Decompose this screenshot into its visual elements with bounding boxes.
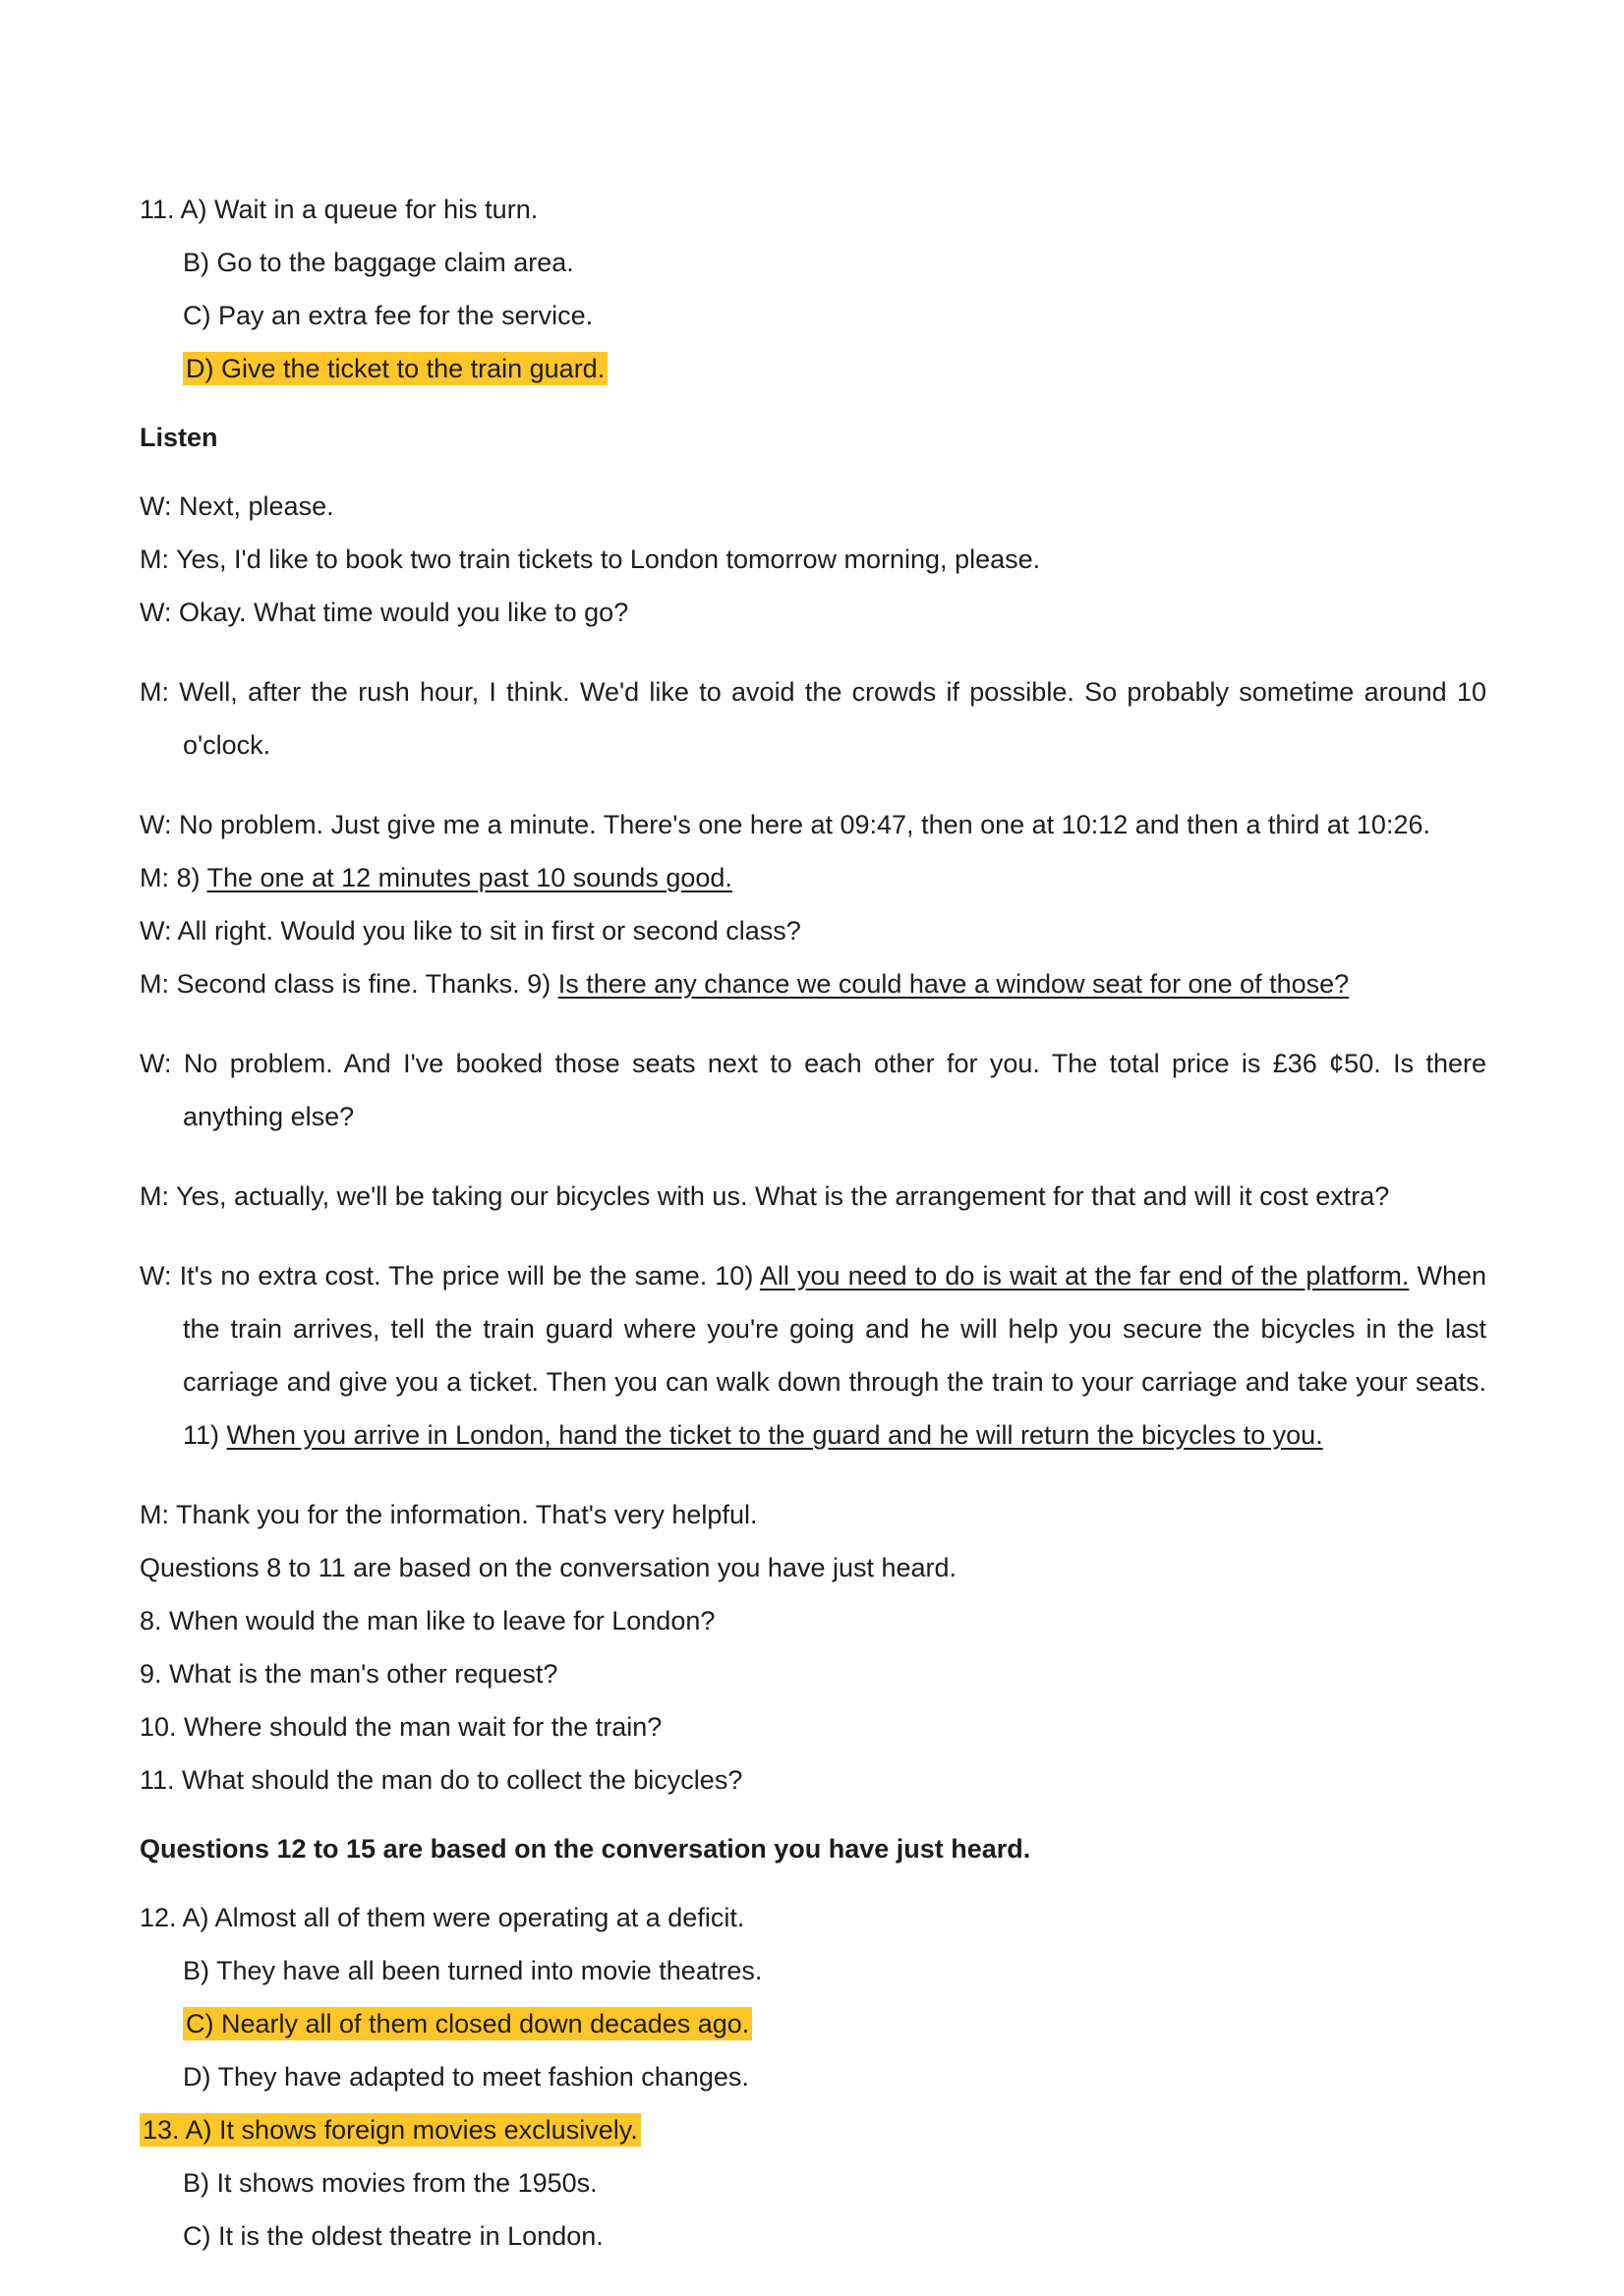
q13-option-a-highlight: 13. A) It shows foreign movies exclusively.: [140, 2113, 641, 2147]
dialogue-line-11-middle: When the train arrives, tell the train guard where you're going and he will help you secure the bicycles in the last carriage and give you a ticket. Then you can walk down through the train to your carriage and take your seats. 11): [183, 1261, 1486, 1450]
q13-option-c: C) It is the oldest theatre in London.: [183, 2221, 604, 2251]
section-12-15-heading: Questions 12 to 15 are based on the conversation you have just heard.: [140, 1834, 1031, 1864]
dialogue-line-9: W: No problem. And I've booked those seats next to each other for you. The total price is £36 ¢50. Is there anything else?: [140, 1049, 1486, 1131]
answer-9-underline: Is there any chance we could have a window seat for one of those?: [557, 969, 1350, 999]
dialogue-line-11-prefix: W: It's no extra cost. The price will be the same. 10): [140, 1261, 760, 1291]
question-10: 10. Where should the man wait for the train?: [140, 1712, 663, 1742]
document-page: [140, 183, 1486, 2263]
listen-heading: Listen: [140, 423, 218, 452]
q11-option-d: [140, 342, 1486, 395]
q12-option-c-highlight: C) Nearly all of them closed down decades ago.: [183, 2007, 752, 2040]
question-8: 8. When would the man like to leave for London?: [140, 1606, 716, 1636]
q12-option-d: D) They have adapted to meet fashion changes.: [183, 2062, 749, 2092]
q12-option-a: 12. A) Almost all of them were operating at a deficit.: [140, 1903, 745, 1932]
question-9: 9. What is the man's other request?: [140, 1659, 558, 1689]
dialogue-line-4: M: Well, after the rush hour, I think. We'd like to avoid the crowds if possible. So probably sometime around 10 o'clock.: [140, 677, 1486, 760]
dialogue-line-1: W: Next, please.: [140, 491, 334, 521]
dialogue-line-5: W: No problem. Just give me a minute. There's one here at 09:47, then one at 10:12 and then a third at 10:26.: [140, 810, 1430, 839]
q13-option-b: B) It shows movies from the 1950s.: [183, 2168, 598, 2198]
answer-8-underline: The one at 12 minutes past 10 sounds good.: [206, 863, 732, 892]
q11-option-a: 11. A) Wait in a queue for his turn.: [140, 195, 539, 224]
dialogue-line-10: M: Yes, actually, we'll be taking our bicycles with us. What is the arrangement for that and will it cost extra?: [140, 1181, 1390, 1211]
q13-option-a: [140, 2103, 1486, 2156]
q11-option-d-highlight: D) Give the ticket to the train guard.: [183, 352, 608, 385]
dialogue-line-12: M: Thank you for the information. That's very helpful.: [140, 1500, 758, 1529]
q12-option-c: [140, 1997, 1486, 2050]
dialogue-line-7: W: All right. Would you like to sit in first or second class?: [140, 916, 801, 946]
dialogue-line-2: M: Yes, I'd like to book two train tickets to London tomorrow morning, please.: [140, 545, 1041, 574]
q11-option-b: B) Go to the baggage claim area.: [183, 248, 574, 277]
dialogue-line-11: [140, 1249, 1486, 1462]
answer-11-underline: When you arrive in London, hand the ticket to the guard and he will return the bicycles to you.: [226, 1420, 1323, 1450]
questions-8-11-intro: Questions 8 to 11 are based on the conversation you have just heard.: [140, 1553, 957, 1582]
question-11: 11. What should the man do to collect the bicycles?: [140, 1765, 743, 1795]
q11-option-c: C) Pay an extra fee for the service.: [183, 301, 594, 330]
dialogue-line-8: [140, 957, 1486, 1010]
answer-10-underline: All you need to do is wait at the far end of the platform.: [759, 1261, 1410, 1291]
dialogue-line-6: [140, 851, 1486, 904]
dialogue-line-6-prefix: M: 8): [140, 863, 207, 892]
dialogue-line-3: W: Okay. What time would you like to go?: [140, 598, 629, 627]
dialogue-line-8-prefix: M: Second class is fine. Thanks. 9): [140, 969, 558, 999]
q12-option-b: B) They have all been turned into movie theatres.: [183, 1956, 763, 1985]
